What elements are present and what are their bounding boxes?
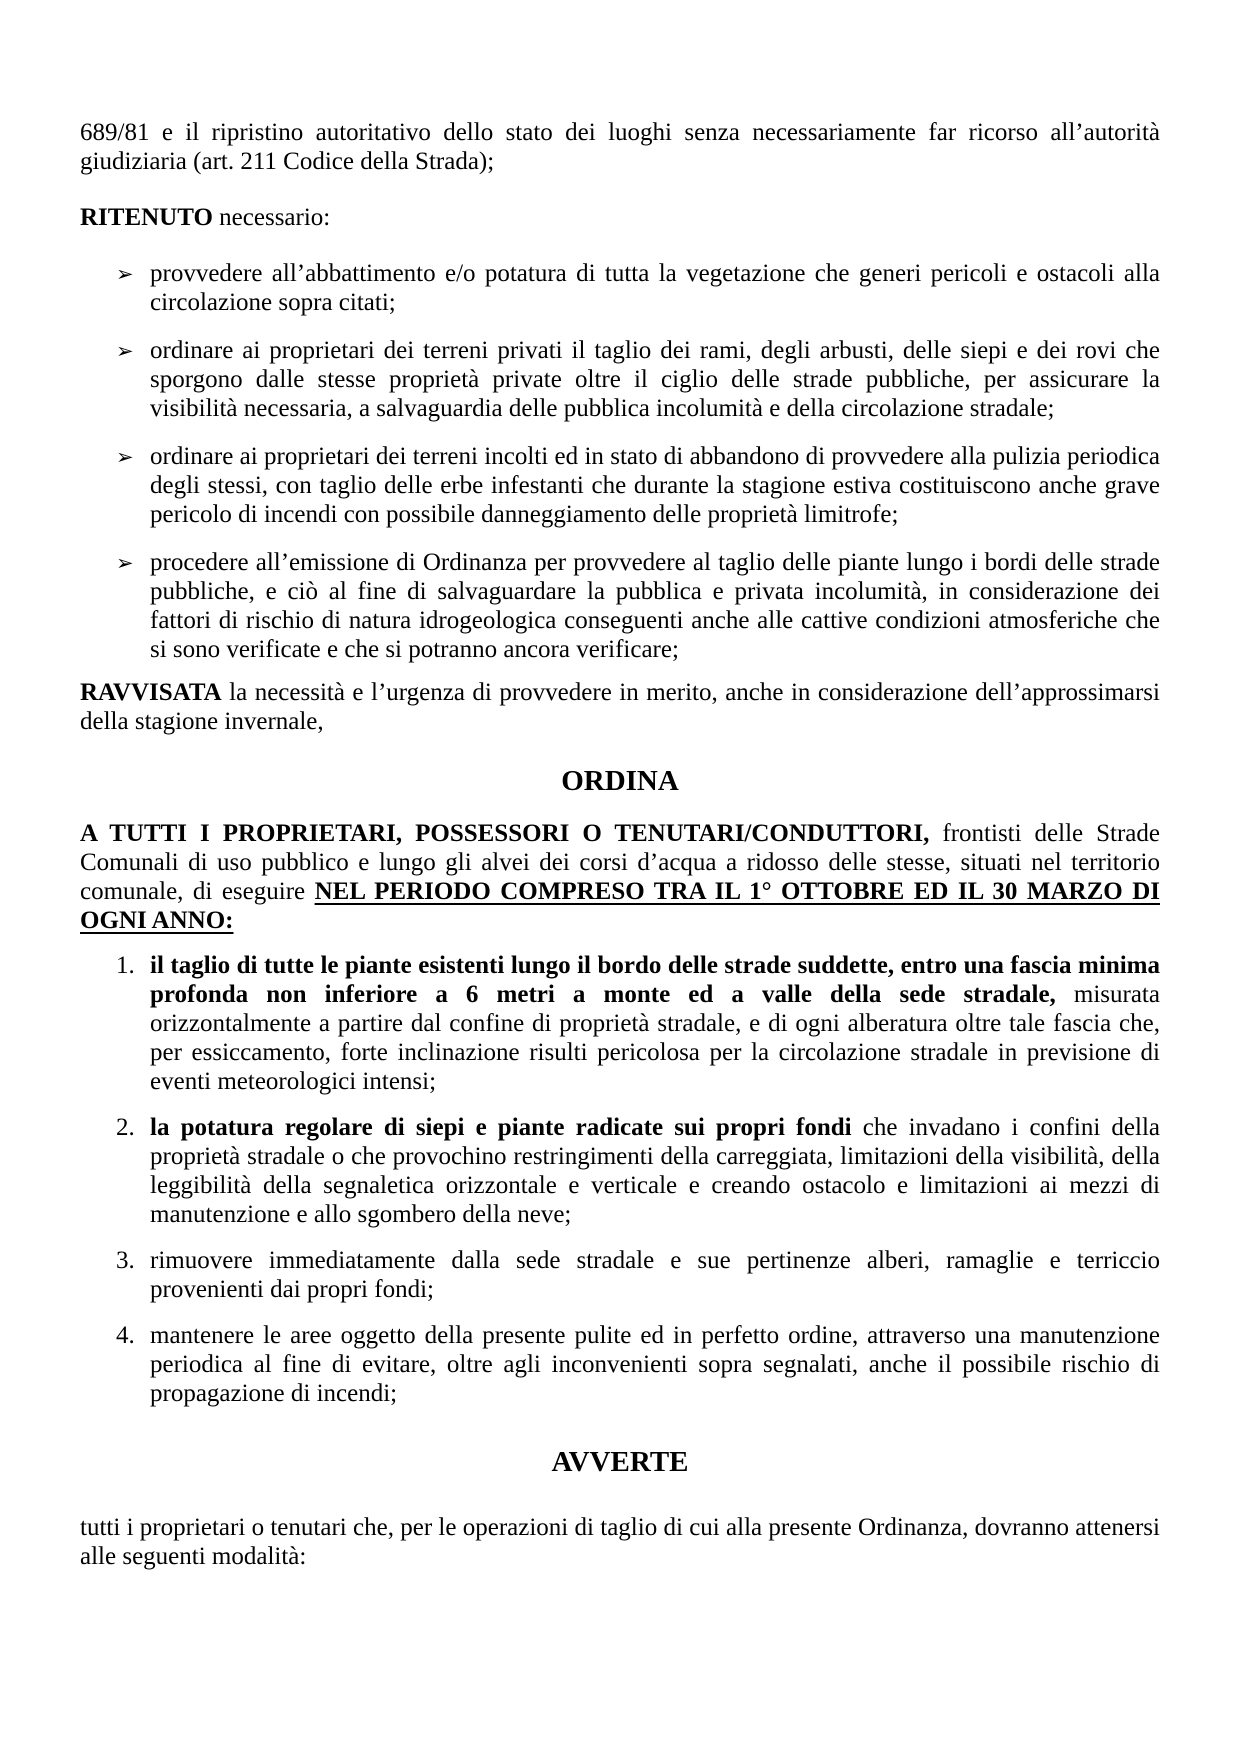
ordina-paragraph-underlined: NEL PERIODO COMPRESO TRA IL 1° OTTOBRE ED IL 30 MARZO DI OGNI ANNO: bbox=[80, 878, 1160, 934]
ravvisata-paragraph bbox=[80, 678, 1160, 736]
avverte-heading: AVVERTE bbox=[551, 1446, 689, 1478]
arrow-bullet-icon: ➢ bbox=[116, 262, 134, 286]
list-item bbox=[80, 336, 1160, 423]
item-text: misurata orizzontalmente a partire dal confine di proprietà stradale, e di ogni alberatura oltre tale fascia che, per essiccamento, forte inclinazione risulti pericolosa per la circolazione stradale in previsione di eventi meteorologici intensi; bbox=[150, 981, 1160, 1095]
ritenuto-paragraph bbox=[80, 203, 1160, 232]
list-item-text: ordinare ai proprietari dei terreni privati il taglio dei rami, degli arbusti, delle siepi e dei rovi che sporgono dalle stesse proprietà private oltre il ciglio delle strade pubbliche, per assicurare la visibilità necessaria, a salvaguardia delle pubblica incolumità e della circolazione stradale; bbox=[150, 337, 1160, 422]
obligations-list bbox=[80, 951, 1160, 1408]
ravvisata-lead: RAVVISATA bbox=[80, 679, 222, 706]
numbered-item bbox=[80, 951, 1160, 1096]
item-number: 3. bbox=[116, 1247, 135, 1274]
item-text: che invadano i confini della proprietà stradale o che provochino restringimenti della carreggiata, limitazioni della visibilità, della leggibilità della segnaletica orizzontale e verticale e creando ostacolo e limitazioni ai mezzi di manutenzione e allo sgombero della neve; bbox=[150, 1114, 1160, 1228]
list-item-text: ordinare ai proprietari dei terreni incolti ed in stato di abbandono di provvedere alla pulizia periodica degli stessi, con taglio delle erbe infestanti che durante la stagione estiva costituiscono anche grave pericolo di incendi con possibile danneggiamento delle proprietà limitrofe; bbox=[150, 443, 1160, 528]
item-text: mantenere le aree oggetto della presente pulite ed in perfetto ordine, attraverso una manutenzione periodica al fine di evitare, oltre agli inconvenienti sopra segnalati, anche il possibile rischio di propagazione di incendi; bbox=[150, 1322, 1160, 1407]
numbered-item bbox=[80, 1321, 1160, 1408]
item-bold-text: il taglio di tutte le piante esistenti lungo il bordo delle strade suddette, entro una fascia minima profonda non inferiore a 6 metri a monte ed a valle della sede stradale, bbox=[150, 952, 1160, 1008]
ritenuto-rest: necessario: bbox=[212, 204, 331, 231]
numbered-item bbox=[80, 1246, 1160, 1304]
item-number: 4. bbox=[116, 1322, 135, 1349]
arrow-bullet-icon: ➢ bbox=[116, 551, 134, 575]
list-item bbox=[80, 548, 1160, 664]
ordina-paragraph-bold: A TUTTI I PROPRIETARI, POSSESSORI O TENUTARI/CONDUTTORI, bbox=[80, 820, 930, 847]
item-bold-text: la potatura regolare di siepi e piante radicate sui propri fondi bbox=[150, 1114, 852, 1141]
item-text: rimuovere immediatamente dalla sede stradale e sue pertinenze alberi, ramaglie e terriccio provenienti dai propri fondi; bbox=[150, 1247, 1160, 1303]
list-item bbox=[80, 442, 1160, 529]
ordina-paragraph-normal: frontisti delle Strade Comunali di uso pubblico e lungo gli alvei dei corsi d’acqua a ridosso delle stesse, situati nel territorio comunale, di eseguire bbox=[80, 820, 1160, 905]
numbered-item bbox=[80, 1113, 1160, 1229]
ordina-paragraph bbox=[80, 819, 1160, 935]
considerations-list bbox=[80, 259, 1160, 664]
item-number: 1. bbox=[116, 952, 135, 979]
closing-paragraph: tutti i proprietari o tenutari che, per le operazioni di taglio di cui alla presente Ordinanza, dovranno attenersi alle seguenti modalità: bbox=[80, 1514, 1160, 1570]
arrow-bullet-icon: ➢ bbox=[116, 445, 134, 469]
ritenuto-lead: RITENUTO bbox=[80, 204, 213, 231]
item-number: 2. bbox=[116, 1114, 135, 1141]
ordina-heading: ORDINA bbox=[561, 765, 679, 797]
list-item-text: procedere all’emissione di Ordinanza per provvedere al taglio delle piante lungo i bordi delle strade pubbliche, e ciò al fine di salvaguardare la pubblica e privata incolumità, in considerazione dei fattori di rischio di natura idrogeologica conseguenti anche alle cattive condizioni atmosferiche che si sono verificate e che si potranno ancora verificare; bbox=[150, 549, 1160, 663]
intro-paragraph: 689/81 e il ripristino autoritativo dello stato dei luoghi senza necessariamente far ricorso all’autorità giudiziaria (art. 211 Codice della Strada); bbox=[80, 119, 1160, 175]
list-item bbox=[80, 259, 1160, 317]
list-item-text: provvedere all’abbattimento e/o potatura di tutta la vegetazione che generi pericoli e ostacoli alla circolazione sopra citati; bbox=[150, 260, 1160, 316]
ravvisata-rest: la necessità e l’urgenza di provvedere in merito, anche in considerazione dell’approssimarsi della stagione invernale, bbox=[80, 679, 1160, 735]
arrow-bullet-icon: ➢ bbox=[116, 339, 134, 363]
